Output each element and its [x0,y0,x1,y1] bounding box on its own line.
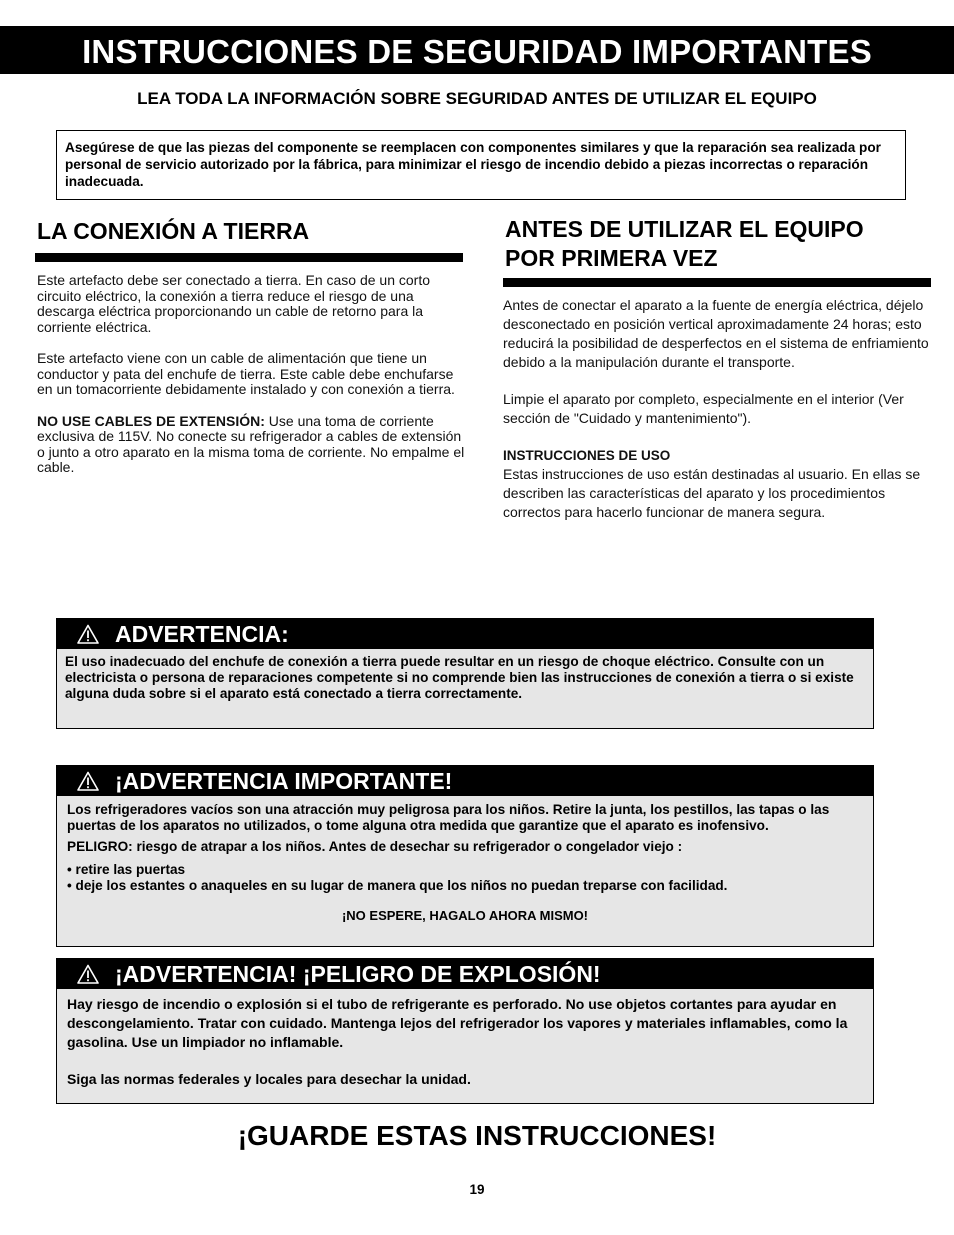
right-column-heading-line-1: ANTES DE UTILIZAR EL EQUIPO [505,216,864,242]
right-column-text [503,296,931,522]
notice-text: Asegúrese de que las piezas del componente se reemplacen con componentes similares y que la reparación sea realizada por personal de servicio autorizado por la fábrica, para minimizar el riesgo de incendio debido a piezas incorrectas o reparación inadecuada. [65,140,881,189]
extension-cord-paragraph [37,414,465,476]
warning-header [57,959,873,989]
warning-header [57,766,873,796]
warning-triangle-icon [77,771,99,791]
warning-triangle-icon [77,624,99,644]
left-column-heading: LA CONEXIÓN A TIERRA [37,218,310,244]
right-column-rule [503,278,931,287]
right-column-heading [505,215,864,273]
warning-title: ADVERTENCIA: [115,621,289,647]
warning-title: ¡ADVERTENCIA! ¡PELIGRO DE EXPLOSIÓN! [115,961,601,987]
right-column-heading-line-2: POR PRIMERA VEZ [505,245,718,271]
warning-box-grounding [56,618,874,729]
warning-triangle-icon [77,964,99,984]
page-subtitle: LEA TODA LA INFORMACIÓN SOBRE SEGURIDAD ANTES DE UTILIZAR EL EQUIPO [137,89,817,108]
first-use-paragraph-1: Antes de conectar el aparato a la fuente de energía eléctrica, déjelo desconectado en posición vertical aproximadamente 24 horas; esto reducirá la posibilidad de desperfectos en el sistema de enfriamiento debido a la manipulación durante el transporte. [503,297,929,370]
warning-body [57,796,873,924]
warning-body: El uso inadecuado del enchufe de conexión a tierra puede resultar en un riesgo de choque eléctrico. Consulte con un electricista o persona de reparaciones competente si no comprende bien las instrucciones de conexión a tierra o si existe alguna duda sobre si el aparato está conectado a tierra correctamente. [65,654,854,701]
warning-title: ¡ADVERTENCIA IMPORTANTE! [115,768,453,794]
warning-box-explosion [56,958,874,1104]
grounding-paragraph-1: Este artefacto debe ser conectado a tierra. En caso de un corto circuito eléctrico, la conexión a tierra reduce el riesgo de una descarga eléctrica proporcionando un cable de retorno para la corriente eléctrica. [37,272,431,335]
left-column-text [37,273,465,492]
act-now-text: ¡NO ESPERE, HAGALO AHORA MISMO! [341,908,589,923]
extension-cord-lead: NO USE CABLES DE EXTENSIÓN: [37,412,265,429]
entrapment-paragraph: PELIGRO: riesgo de atrapar a los niños. Antes de desechar su refrigerador o congelador viejo : [67,839,683,854]
usage-text: Estas instrucciones de uso están destinadas al usuario. En ellas se describen las características del aparato y los procedimientos correctos para hacerlo funcionar de manera segura. [503,466,921,520]
children-danger-paragraph: Los refrigeradores vacíos son una atracción muy peligrosa para los niños. Retire la junta, los pestillos, las tapas o las puertas de los aparatos no utilizados, o tome alguna otra medida que garantize que el aparato es inofensivo. [67,802,830,833]
first-use-paragraph-2: Limpie el aparato por completo, especialmente en el interior (Ver sección de "Cuidado y mantenimiento"). [503,391,904,426]
extension-cord-text: Use una toma de corriente exclusiva de 115V. No conecte su refrigerador a cables de extensión o junto a otro aparato en la misma toma de corriente. No empalme el cable. [37,412,465,475]
disposal-paragraph: Siga las normas federales y locales para desechar la unidad. [67,1071,471,1087]
save-instructions-text: ¡GUARDE ESTAS INSTRUCCIONES! [237,1120,717,1151]
warning-header [57,619,873,649]
page-title: INSTRUCCIONES DE SEGURIDAD IMPORTANTES [0,26,954,74]
grounding-paragraph-2: Este artefacto viene con un cable de alimentación que tiene un conductor y pata del enchufe de tierra. Este cable debe enchufarse en un tomacorriente debidamente instalado y con conexión a tierra. [37,350,455,397]
explosion-paragraph: Hay riesgo de incendio o explosión si el tubo de refrigerante es perforado. No use objetos cortantes para ayudar en descongelamiento. Tratar con cuidado. Mantenga lejos del refrigerador los vapores y materiales inflamables, como la gasolina. Use un limpiador no inflamable. [67,996,848,1050]
usage-heading: INSTRUCCIONES DE USO [503,448,671,463]
left-column-rule [35,253,463,262]
notice-box [56,130,906,200]
bullet-remove-doors: • retire las puertas [67,862,186,877]
warning-body [57,989,873,1089]
bullet-leave-shelves: • deje los estantes o anaqueles en su lugar de manera que los niños no puedan treparse con facilidad. [67,878,728,893]
page-number: 19 [469,1182,485,1197]
warning-box-children [56,765,874,947]
